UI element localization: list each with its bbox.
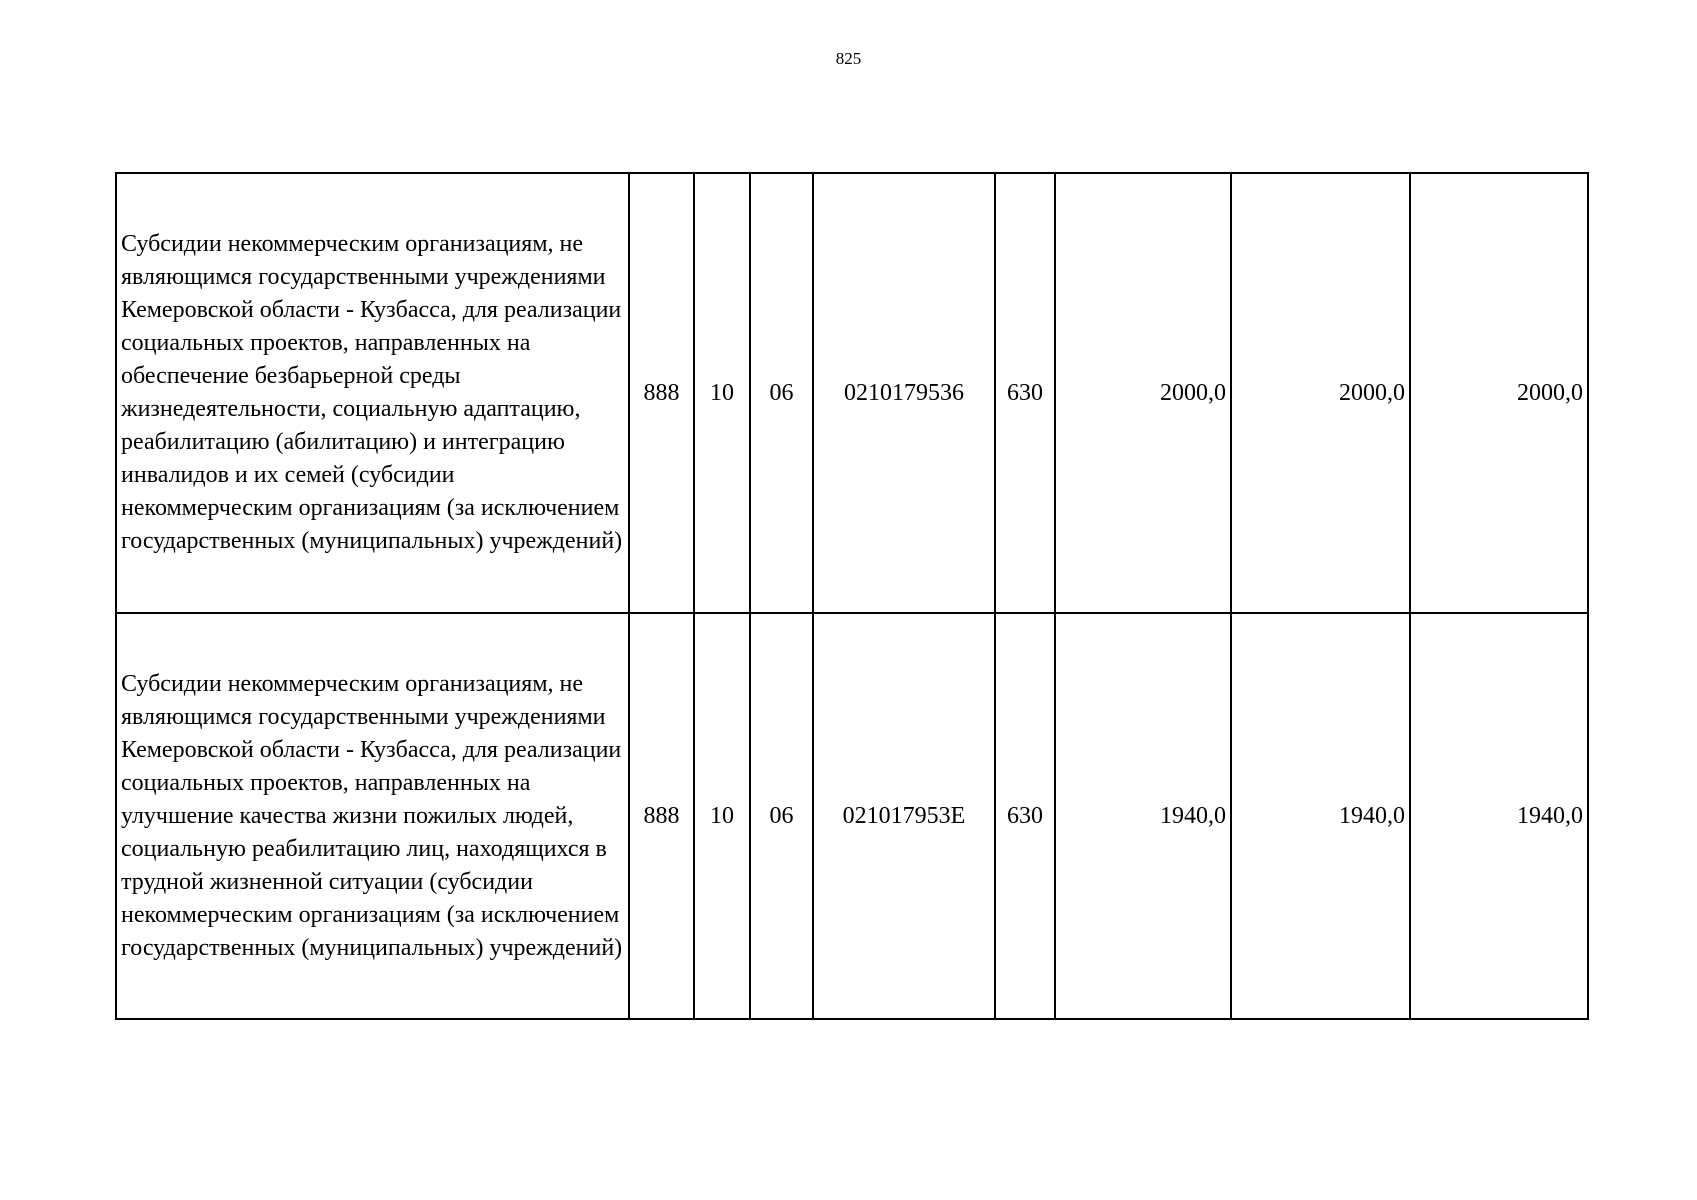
sum-year-1-cell: 2000,0 bbox=[1055, 173, 1231, 613]
sum-year-1-cell: 1940,0 bbox=[1055, 613, 1231, 1019]
table-row bbox=[116, 613, 1588, 1019]
table-row bbox=[116, 173, 1588, 613]
subsection-code-cell: 06 bbox=[750, 173, 813, 613]
page-number: 825 bbox=[835, 49, 862, 68]
expense-name-text: Субсидии некоммерческим организациям, не являющимся государственными учреждениями Кемеровской области - Кузбасса, для реализации социальных проектов, направленных на улучшение качества жизни пожилых людей, социальную реабилитацию лиц, находящихся в трудной жизненной ситуации (субсидии некоммерческим организациям (за исключением государственных (муниципальных) учреждений) bbox=[121, 670, 623, 961]
section-code-cell: 10 bbox=[694, 613, 750, 1019]
expense-name-cell bbox=[116, 613, 629, 1019]
sum-year-2-cell: 1940,0 bbox=[1231, 613, 1410, 1019]
target-article-cell: 021017953Е bbox=[813, 613, 995, 1019]
ministry-code-cell: 888 bbox=[629, 613, 694, 1019]
ministry-code-cell: 888 bbox=[629, 173, 694, 613]
expense-name-cell bbox=[116, 173, 629, 613]
sum-year-2-cell: 2000,0 bbox=[1231, 173, 1410, 613]
budget-table bbox=[115, 172, 1589, 1020]
subsection-code-cell: 06 bbox=[750, 613, 813, 1019]
expense-name-text: Субсидии некоммерческим организациям, не являющимся государственными учреждениями Кемеровской области - Кузбасса, для реализации социальных проектов, направленных на обеспечение безбарьерной среды жизнедеятельности, социальную адаптацию, реабилитацию (абилитацию) и интеграцию инвалидов и их семей (субсидии некоммерческим организациям (за исключением государственных (муниципальных) учреждений) bbox=[121, 231, 623, 554]
section-code-cell: 10 bbox=[694, 173, 750, 613]
sum-year-3-cell: 1940,0 bbox=[1410, 613, 1588, 1019]
expense-type-cell: 630 bbox=[995, 613, 1055, 1019]
target-article-cell: 0210179536 bbox=[813, 173, 995, 613]
sum-year-3-cell: 2000,0 bbox=[1410, 173, 1588, 613]
expense-type-cell: 630 bbox=[995, 173, 1055, 613]
